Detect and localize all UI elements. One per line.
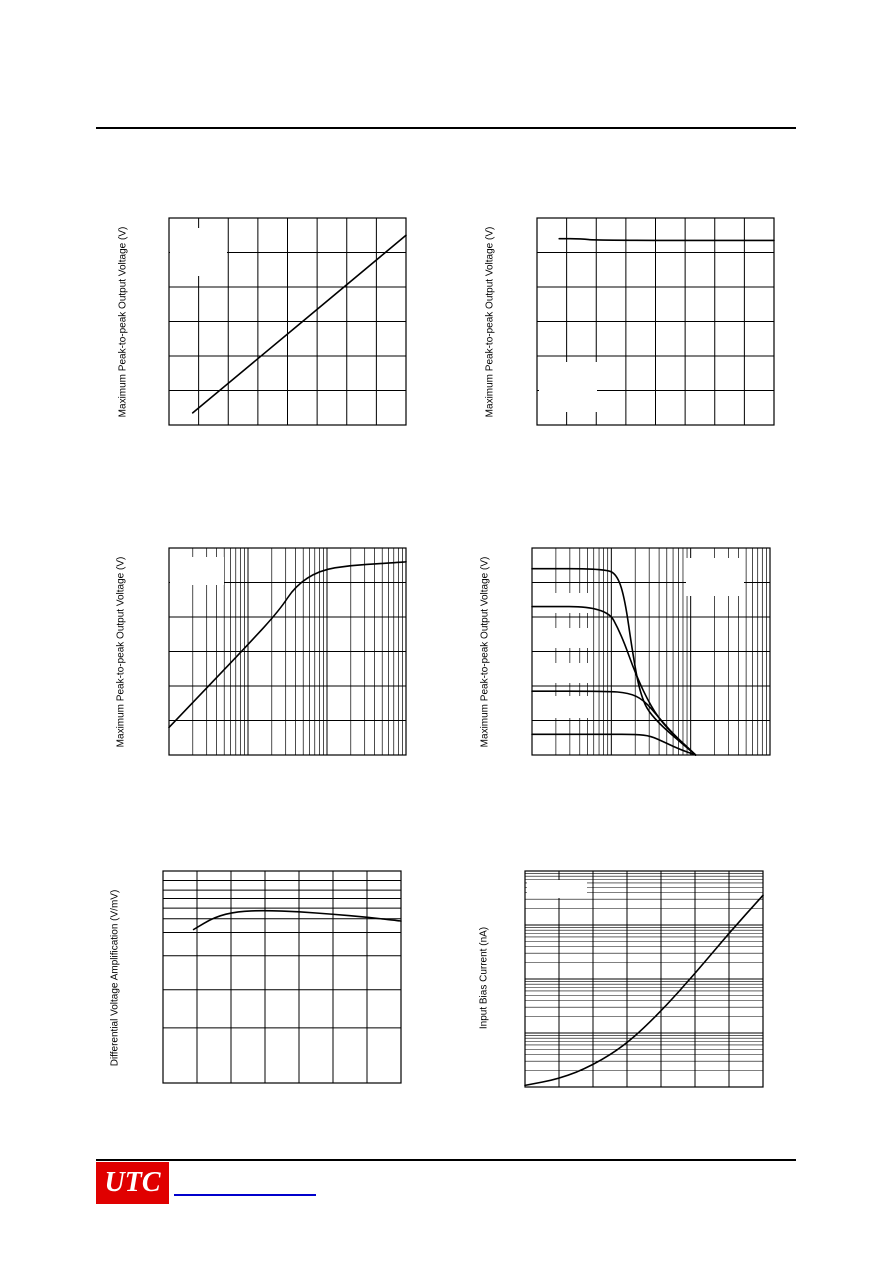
utc-logo-text: UTC [104,1167,161,1198]
utc-logo [96,1162,169,1204]
chart3-legend-area [170,557,224,585]
chart2-legend-area [539,362,597,412]
chart2-ylabel: Maximum Peak-to-peak Output Voltage (V) [484,226,496,418]
chart6-series-line-1 [525,895,763,1085]
chart4-ylabel: Maximum Peak-to-peak Output Voltage (V) [479,556,491,748]
footer-link-underline [174,1194,316,1196]
chart4-legend-area [533,696,589,718]
chart6-legend-area [527,880,587,898]
chart1-legend-area [170,228,227,276]
chart5-frame [163,871,401,1083]
chart4-series-line-4 [532,734,696,755]
chart2-series-line-1 [559,239,774,241]
chart3-ylabel: Maximum Peak-to-peak Output Voltage (V) [115,556,127,748]
chart5-series-line-1 [194,911,401,930]
chart1-ylabel: Maximum Peak-to-peak Output Voltage (V) [117,226,129,418]
chart4-legend-area [533,628,589,648]
chart6-ylabel: Input Bias Current (nA) [478,926,490,1030]
footer-rule [96,1159,796,1161]
chart4-legend-area [533,593,589,613]
chart3-series-line-1 [169,562,406,728]
chart4-legend-area [533,663,589,683]
chart5-ylabel: Differential Voltage Amplification (V/mV) [109,889,121,1067]
chart4-legend-area [686,558,744,596]
chart5-legend-area [164,1038,196,1080]
